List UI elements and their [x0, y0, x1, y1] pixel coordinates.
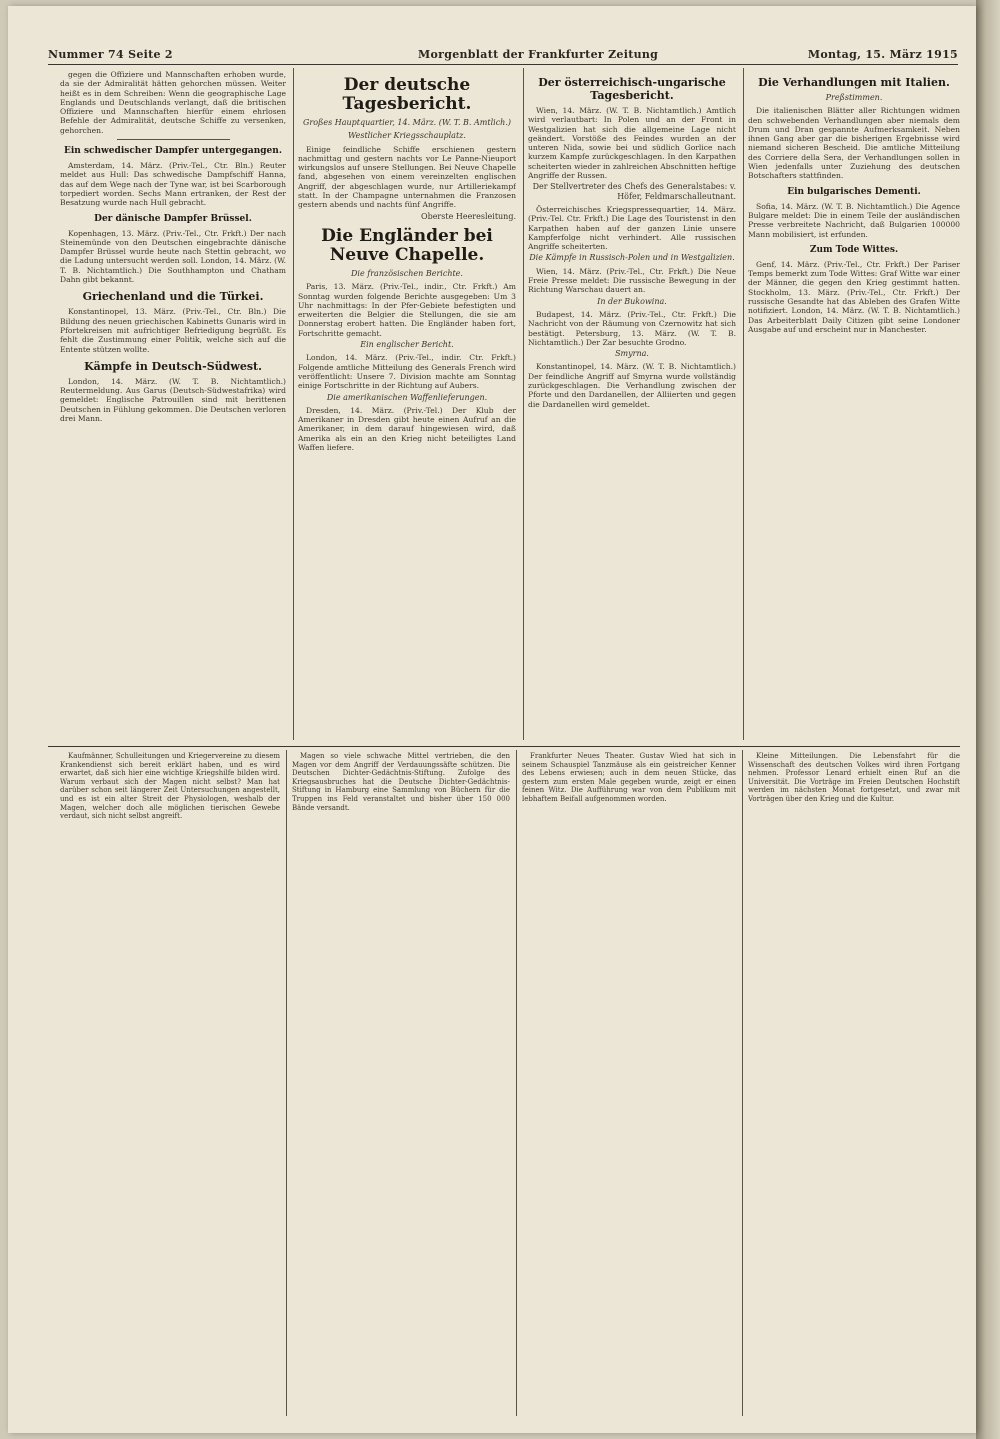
headline: Griechenland und die Türkei. [82, 290, 264, 304]
headline: Die Verhandlungen mit Italien. [758, 76, 950, 89]
signature: Oberste Heeresleitung. [421, 211, 516, 221]
subheading: In der Bukowina. [597, 296, 667, 306]
article-text: Kleine Mitteilungen. Die Lebensfahrt für die Wissenschaft des deutschen Volkes wird ihren Fortgang nehmen. Professor Lenard erhielt einen Ruf an die Universität. Die Vorträge im Freien Deutschen Hochstift werden im nächsten Monat fortgesetzt, und zwar mit Vorträgen über den Krieg und die Kultur. [748, 752, 960, 803]
headline: Die Engländer bei Neuve Chapelle. [321, 225, 493, 265]
subheading: Die französischen Berichte. [351, 268, 463, 278]
subheading: Ein englischer Bericht. [360, 340, 454, 350]
issue-number: Nummer 74 Seite 2 [48, 48, 173, 61]
newspaper-title: Morgenblatt der Frankfurter Zeitung [418, 48, 659, 61]
subheading: Preßstimmen. [825, 93, 883, 102]
article-text: Konstantinopel, 14. März. (W. T. B. Nichtamtlich.) Der feindliche Angriff auf Smyrna wurde vollständig zurückgeschlagen. Die Verhandlung zwischen der Pforte und den Dardanellen, der Alliierten und gegen die Dardanellen wird gemeldet. [528, 362, 736, 409]
article-text: Sofia, 14. März. (W. T. B. Nichtamtlich.) Die Agence Bulgare meldet: Die in einem Teile der ausländischen Presse verbreitete Nachricht, daß Bulgarien 100000 Mann mobilisiert, ist erfunden. [748, 201, 960, 239]
article-text: London, 14. März. (Priv.-Tel., indir. Ctr. Frkft.) Folgende amtliche Mitteilung des Generals French wird veröffentlicht: Unsere 7. Division machte am Sonntag einige Fortschritte in der Richtung auf Aubers. [298, 353, 516, 391]
article-text: Budapest, 14. März. (Priv.-Tel., Ctr. Frkft.) Die Nachricht von der Räumung von Czernowitz hat sich bestätigt. Petersburg, 13. März. (W. T. B. Nichtamtlich.) Der Zar besuchte Grodno. [528, 309, 736, 347]
headline: Kämpfe in Deutsch-Südwest. [84, 359, 262, 373]
article-text: Kopenhagen, 13. März. (Priv.-Tel., Ctr. Frkft.) Der nach Steinemünde von den Deutschen eingebrachte dänische Dampfer Brüssel wurde heute nach Stettin gebracht, wo die Ladung untersucht werden soll. London, 14. März. (W. T. B. Nichtamtlich.) Die Southhampton und Chatham Dahn gibt bekannt. [60, 228, 286, 285]
article-text: Genf, 14. März. (Priv.-Tel., Ctr. Frkft.) Der Pariser Temps bemerkt zum Tode Wittes: Graf Witte war einer der Männer, die gegen den Krieg gestimmt hatten. Stockholm, 13. März. (Priv.-Tel., Ctr. Frkft.) Der russische Gesandte hat das Ableben des Grafen Witte notifiziert. London, 14. März. (W. T. B. Nichtamtlich.) Das Arbeiterblatt Daily Citizen gibt seine Londoner Ausgabe auf und erscheint nur in Manchester. [748, 259, 960, 334]
article-text: Einige feindliche Schiffe erschienen gestern nachmittag und gestern nachts vor Le Panne-Nieuport wirkungslos auf unsere Stellungen. Bei Neuve Chapelle fand, abgesehen von einem vereinzelten englischen Angriff, der abgeschlagen wurde, nur Artilleriekampf statt. In der Champagne unternahmen die Franzosen gestern abends und nachts fünf Angriffe. [298, 144, 516, 210]
article-text: Paris, 13. März. (Priv.-Tel., indir., Ctr. Frkft.) Am Sonntag wurden folgende Berichte ausgegeben: Um 3 Uhr nachmittags: In der Pfer-Gebiete befestigten und erweiterten die Belgier die Stellungen, die sie am Donnerstag erobert hatten. Die Engländer haben fort, Fortschritte gemacht. [298, 282, 516, 338]
subheading: Die Kämpfe in Russisch-Polen und in Westgalizien. [529, 253, 735, 263]
column-1 [60, 70, 286, 738]
signature: Der Stellvertreter des Chefs des Generalstabes: v. Höfer, Feldmarschalleutnant. [532, 182, 736, 201]
section-rule [48, 746, 960, 747]
headline: Ein schwedischer Dampfer untergegangen. [64, 146, 282, 157]
article-text: Amsterdam, 14. März. (Priv.-Tel., Ctr. Bln.) Reuter meldet aus Hull: Das schwedische Dampfschiff Hanna, das auf dem Wege nach der Tyne war, ist bei Scarborough torpediert worden. Sechs Mann ertranken, der Rest der Besatzung wurde nach Hull gebracht. [60, 161, 286, 208]
page-edge [976, 0, 1000, 1439]
column-rule [286, 750, 287, 1416]
dateline: Großes Hauptquartier, 14. März. (W. T. B. Amtlich.) [303, 118, 511, 127]
newspaper-page [8, 6, 976, 1433]
article-text: Konstantinopel, 13. März. (Priv.-Tel., Ctr. Bln.) Die Bildung des neuen griechischen Kabinetts Gunaris wird in Pfortekreisen mit aufrichtiger Befriedigung begrüßt. Es fehlt die Zustimmung einer Politik, welche sich auf die Entente stützen wollte. [60, 307, 286, 354]
column-rule [523, 68, 524, 740]
article-text: Die italienischen Blätter aller Richtungen widmen den schwebenden Verhandlungen aber niemals dem Drum und Dran gespannte Aufmerksamkeit. Neben ihnen Gang aber gar die bisherigen Ergebnisse wird niemand sicheren Bescheid. Die amtliche Mitteilung des Corriere della Sera, der Verhandlungen sollen in Wien jedenfalls unter Zuziehung des deutschen Botschafters stattfinden. [748, 106, 960, 181]
column-3 [528, 70, 736, 738]
subheading: Westlicher Kriegsschauplatz. [348, 131, 466, 141]
column-2 [298, 70, 516, 738]
article-text: Magen so viele schwache Mittel vertrieben, die den Magen vor dem Angriff der Verdauungssäfte schützen. Die Deutschen Dichter-Gedächtnis-Stiftung. Zufolge des Kriegsausbruches hat die Deutsche Dichter-Gedächtnis-Stiftung in Hamburg eine Sammlung von Büchern für die Truppen ins Feld veranstaltet und bisher über 150 000 Bände versandt. [292, 752, 510, 812]
feuilleton-column-4 [748, 752, 960, 1412]
article-text: Kaufmänner, Schulleitungen und Kriegervereine zu diesem Krankendienst sich bereit erklärt haben, und es wird erwartet, daß sich hier eine wichtige Kriegshilfe bilden wird. Warum verbaut sich der Magen nicht selbst? Man hat darüber schon seit längerer Zeit Untersuchungen angestellt, und es ist ein alter Streit der Physiologen, weshalb der Magen, welcher doch alle möglichen tierischen Gewebe verdaut, sich nicht selbst angreift. [60, 752, 280, 821]
subheading: Die amerikanischen Waffenlieferungen. [326, 392, 488, 402]
feuilleton-column-1 [60, 752, 280, 1412]
headline: Der deutsche Tagesbericht. [342, 75, 472, 114]
divider [117, 139, 230, 140]
article-text: gegen die Offiziere und Mannschaften erhoben wurde, da sie der Admiralität hätten gehorchen müssen. Weiter heißt es in dem Schreiben: Wenn die geographische Lage Englands und Deutschlands verlangt, daß die britischen Offiziere und Mannschaften hierfür einem ehrlosen Befehle der Admiralität, deutsche Schiffe zu versenken, gehorchen. [60, 70, 286, 135]
column-rule [743, 68, 744, 740]
article-text: London, 14. März. (W. T. B. Nichtamtlich.) Reutermeldung. Aus Garus (Deutsch-Südwestafrika) wird gemeldet: Englische Patrouillen sind mit berittenen Deutschen in Fühlung gekommen. Die Deutschen verloren drei Mann. [60, 376, 286, 424]
column-rule [516, 750, 517, 1416]
article-text: Dresden, 14. März. (Priv.-Tel.) Der Klub der Amerikaner in Dresden gibt heute einen Aufruf an die Amerikaner, in dem darauf hingewiesen wird, daß Amerika als ein an den Krieg nicht beteiligtes Land Waffen liefere. [298, 405, 516, 453]
subheading: Smyrna. [615, 349, 649, 359]
issue-date: Montag, 15. März 1915 [807, 48, 958, 61]
article-text: Frankfurter Neues Theater. Gustav Wied hat sich in seinem Schauspiel Tanzmäuse als ein geistreicher Kenner des Lebens erwiesen; auch in dem neuen Stücke, das gestern zum ersten Male gegeben wurde, zeigt er einen feinen Witz. Die Aufführung war von dem Publikum mit lebhaftem Beifall aufgenommen worden. [522, 752, 736, 803]
column-rule [293, 68, 294, 740]
article-text: Wien, 14. März. (W. T. B. Nichtamtlich.) Amtlich wird verlautbart: In Polen und an der Front in Westgalizien hat sich die allgemeine Lage nicht geändert. Vorstöße des Feindes wurden an der unteren Nida, sowie bei und südlich Gorlice nach kurzem Kampfe zurückgeschlagen. In den Karpathen scheiterten wieder in zahlreichen Abschnitten heftige Angriffe der Russen. [528, 106, 736, 181]
headline: Der österreichisch-ungarische Tagesbericht. [538, 76, 726, 102]
headline: Der dänische Dampfer Brüssel. [94, 213, 252, 224]
column-4 [748, 70, 960, 738]
column-rule [742, 750, 743, 1416]
article-text: Österreichisches Kriegspressequartier, 14. März. (Priv.-Tel. Ctr. Frkft.) Die Lage des Touristenst in den Karpathen haben auf der ganzen Linie unsere Kampferfolge nicht verhindert. Alle russischen Angriffe scheiterten. [528, 204, 736, 252]
feuilleton-column-2 [292, 752, 510, 1412]
feuilleton-column-3 [522, 752, 736, 1412]
headline: Ein bulgarisches Dementi. [787, 186, 921, 197]
headline: Zum Tode Wittes. [809, 244, 899, 255]
article-text: Wien, 14. März. (Priv.-Tel., Ctr. Frkft.) Die Neue Freie Presse meldet: Die russische Bewegung in der Richtung Warschau dauert an. [528, 266, 736, 295]
masthead-rule [48, 64, 958, 65]
masthead [48, 44, 958, 64]
